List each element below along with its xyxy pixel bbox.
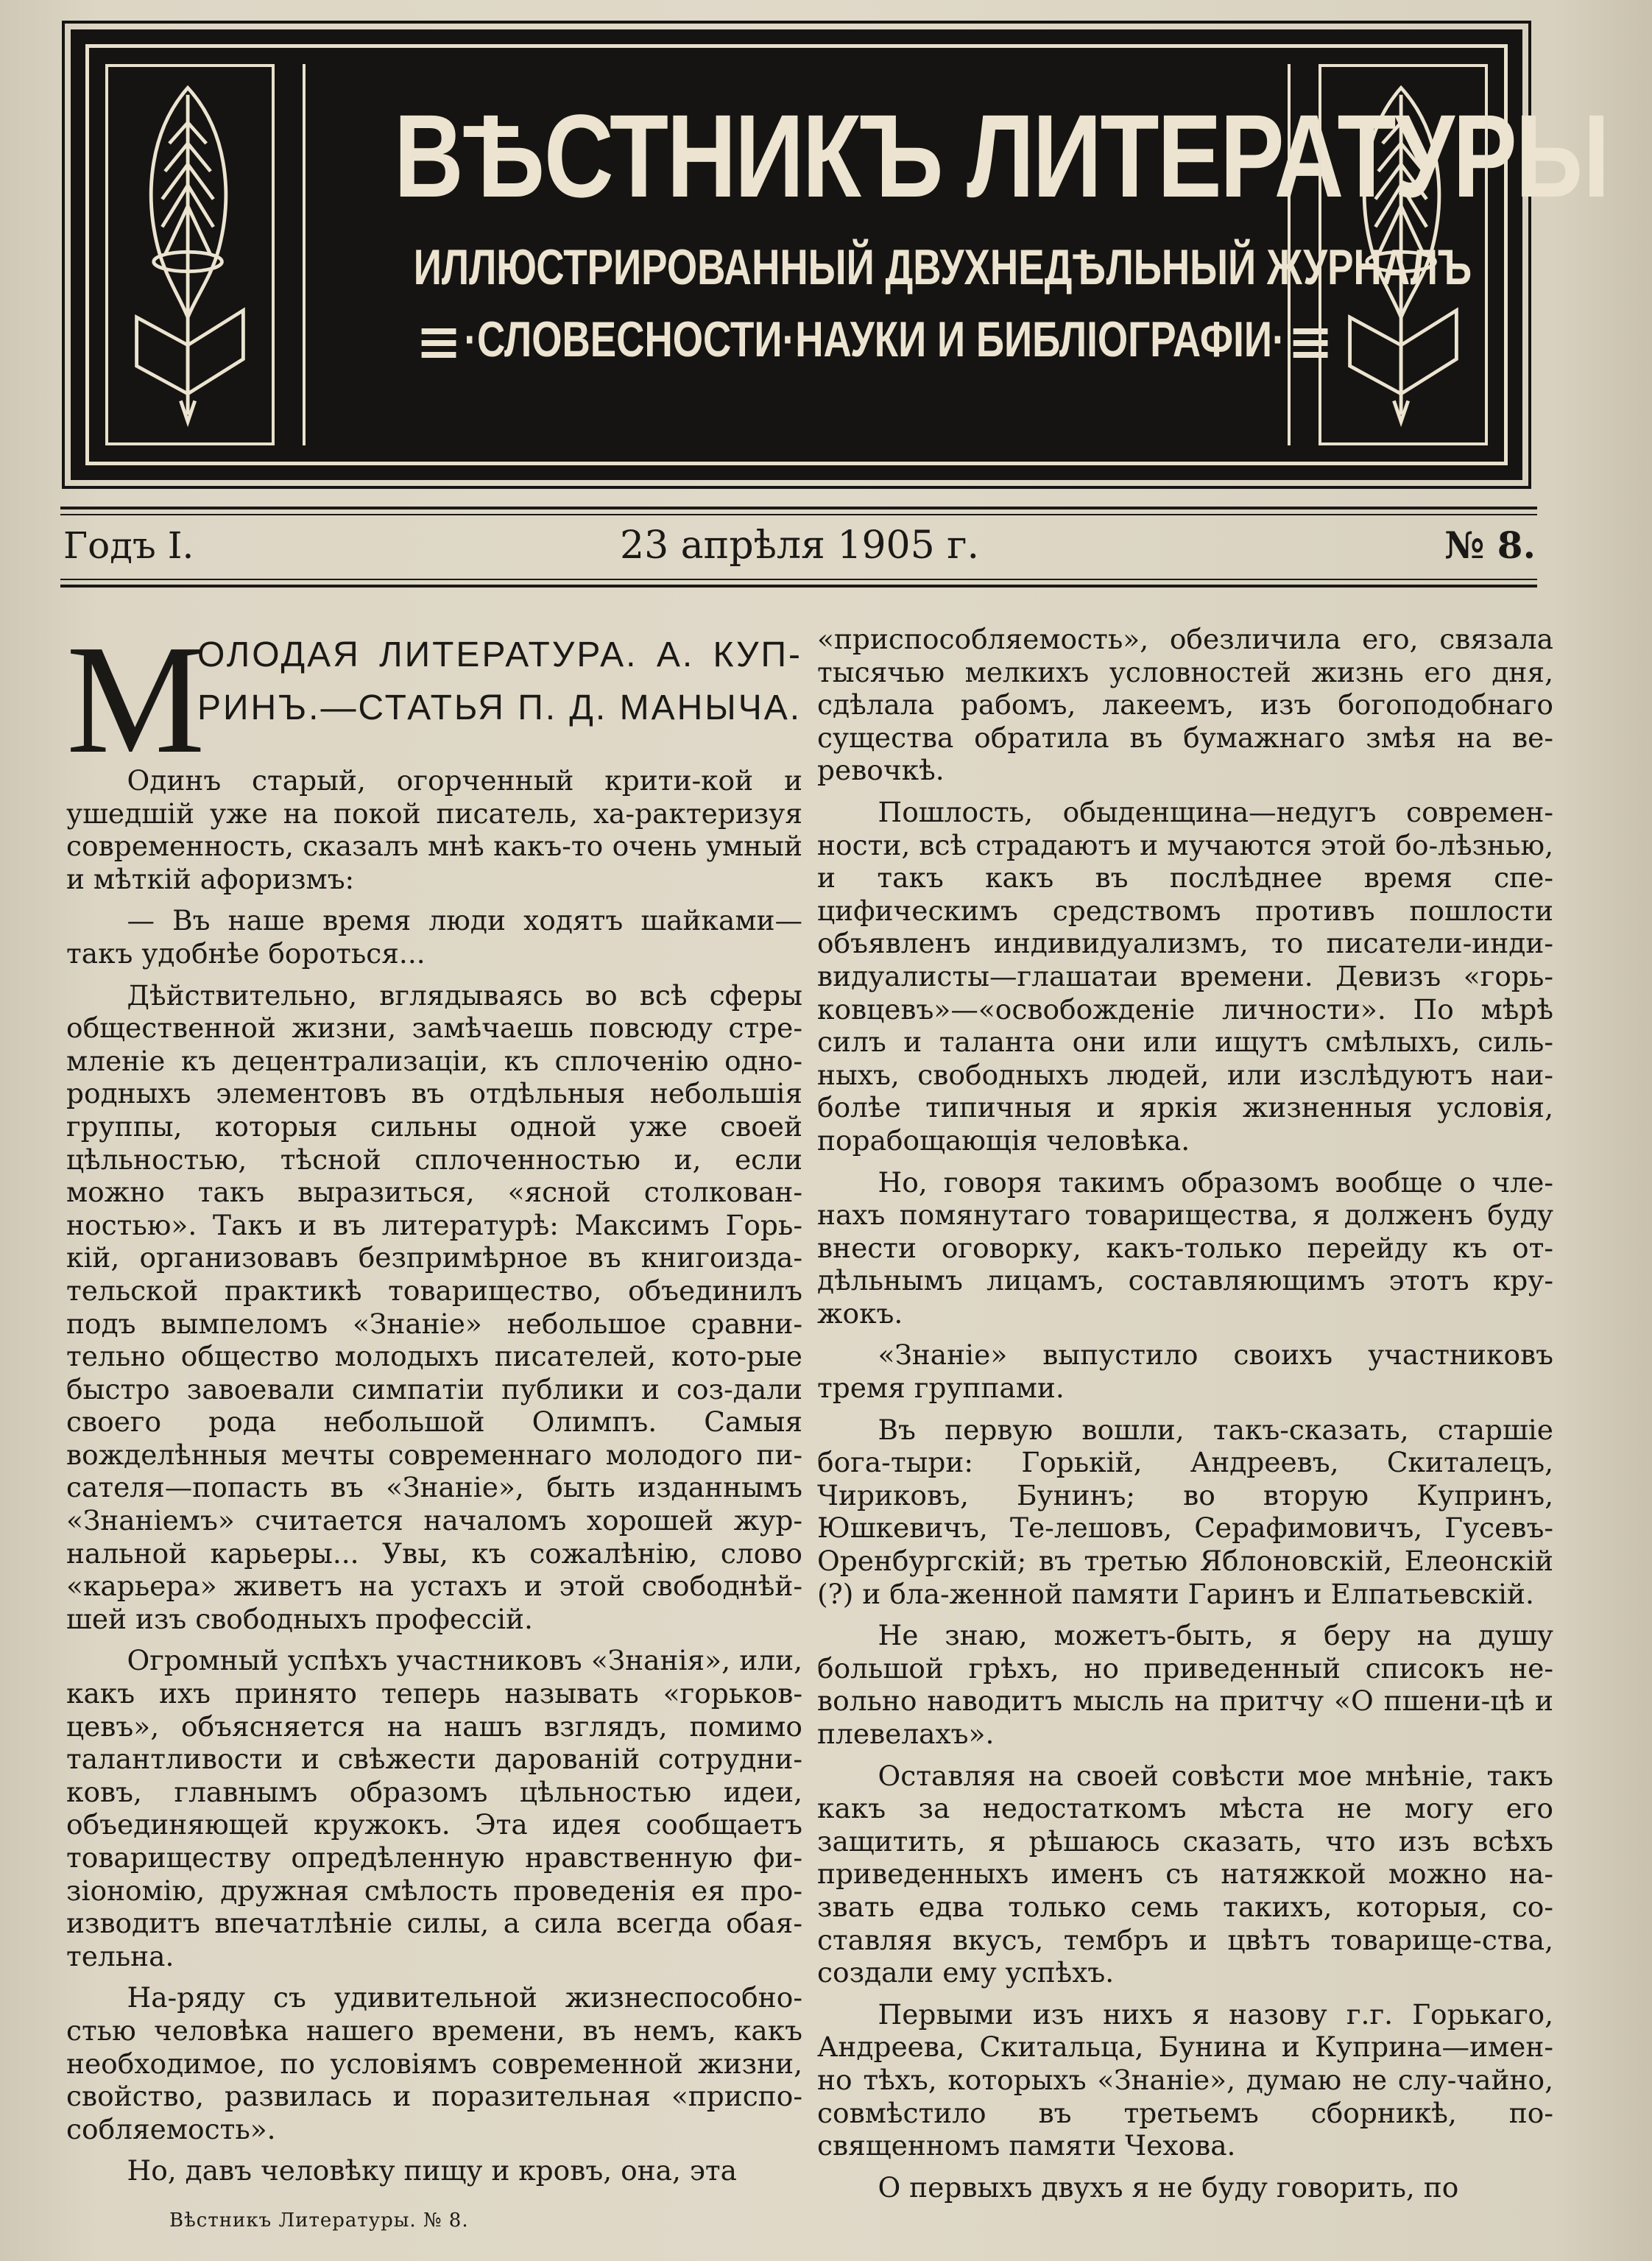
drop-cap: М (66, 613, 205, 786)
paragraph: «Знаніе» выпустило своихъ участниковъ тремя группами. (817, 1338, 1553, 1405)
issue-date: 23 апрѣля 1905 г. (619, 523, 979, 568)
ornament-bars-icon (422, 328, 456, 358)
paragraph: «приспособляемость», обезличила его, связала тысячью мелкихъ условностей жизнь его дня, сдѣлала рабомъ, лакеемъ, изъ богоподобнаго существа обратила въ бумажнаго змѣя на ве-ревочкѣ. (817, 623, 1553, 787)
paragraph: Первыми изъ нихъ я назову г.г. Горькаго, Андреева, Скитальца, Бунина и Куприна—имен-но тѣхъ, которыхъ «Знаніе», думаю не слу-чайно, совмѣстило въ третьемъ сборникѣ, по-священномъ памяти Чехова. (817, 1997, 1553, 2162)
masthead-frame (85, 44, 1609, 465)
paragraph: На-ряду съ удивительной жизнеспособно-стью человѣка нашего времени, въ немъ, какъ необходимое, по условіямъ современной жизни, свойство, развилась и поразительная «приспо-собляемость». (66, 1981, 802, 2145)
rule-top-thin (60, 514, 1537, 515)
article-headline (66, 613, 802, 786)
column-right (817, 623, 1553, 2204)
title-area (303, 64, 1609, 445)
paragraph: Огромный успѣхъ участниковъ «Знанія», или, какъ ихъ принято теперь называть «горьков-цевъ», объясняется на нашъ взглядъ, помимо талантливости и свѣжести дарованій сотрудни-ковъ, главнымъ образомъ цѣльностью идеи, объединяющей кружокъ. Эта идея сообщаетъ товариществу опредѣленную нравственную фи-зіономію, дружная смѣлость проведенія ея про-изводитъ впечатлѣніе силы, а сила всегда обая-тельна. (66, 1644, 802, 1972)
paragraph: О первыхъ двухъ я не буду говорить, по (878, 2170, 1459, 2204)
quill-book-icon (105, 64, 275, 445)
issue-year: Годъ I. (63, 524, 194, 567)
paragraph: Въ первую вошли, такъ-сказать, старшіе бога-тыри: Горькій, Андреевъ, Скиталецъ, Чириковъ, Бунинъ; во вторую Купринъ, Юшкевичъ, Те-лешовъ, Серафимовичъ, Гусевъ-Оренбургскій; въ третью Яблоновскій, Елеонскій (?) и бла-женной памяти Гаринъ и Елпатьевскій. (817, 1413, 1553, 1610)
paragraph: Пошлость, обыденщина—недугъ современ-ности, всѣ страдаютъ и мучаются этой бо-лѣзнью, и такъ какъ въ послѣднее время спе-цифическимъ средствомъ противъ пошлости объявленъ индивидуализмъ, то писатели-инди-видуалисты—глашатаи времени. Девизъ «горь-ковцевъ»—«освобожденіе личности». По мѣрѣ силъ и таланта они или ищутъ смѣлыхъ, силь-ныхъ, свободныхъ людей, или изслѣдуютъ наи-болѣе типичныя и яркія жизненныя условія, порабощающія человѣка. (817, 795, 1553, 1157)
masthead (71, 29, 1609, 480)
paragraph: Но, давъ человѣку пищу и кровъ, она, эта (127, 2154, 737, 2187)
paragraph: Дѣйствительно, вглядываясь во всѣ сферы общественной жизни, замѣчаешь повсюду стре-мленіе къ децентрализаціи, къ сплоченію одно-родныхъ элементовъ въ отдѣльныя небольшія группы, которыя сильны одной уже своей цѣльностью, тѣсной сплоченностью и, если можно такъ выразиться, «ясной столкован-ностью». Такъ и въ литературѣ: Максимъ Горь-кій, организовавъ безпримѣрное въ книгоизда-тельской практикѣ товарищество, объединилъ подъ вымпеломъ «Знаніе» небольшое сравни-тельно общество молодыхъ писателей, кото-рые быстро завоевали симпатіи публики и соз-дали своего рода небольшой Олимпъ. Самыя вожделѣнныя мечты современнаго молодого пи-сателя—попасть въ «Знаніе», быть изданнымъ «Знаніемъ» считается началомъ хорошей жур-нальной карьеры... Увы, къ сожалѣнію, слово «карьера» живетъ на устахъ и этой свободнѣй-шей изъ свободныхъ профессій. (66, 978, 802, 1635)
rule-bottom-thin (60, 579, 1537, 580)
quill-book-icon (1319, 64, 1488, 445)
journal-subtitle-2-text: ·СЛОВЕСНОСТИ·НАУКИ И БИБЛІОГРАФІИ· (464, 311, 1285, 367)
rule-top (60, 507, 1537, 509)
headline-text: ОЛОДАЯ ЛИТЕРАТУРА. А. КУП-РИНЪ.—СТАТЬЯ П. Д. МАНЫЧА. (197, 635, 802, 727)
journal-subtitle-2 (414, 304, 1285, 375)
left-paragraphs (66, 764, 802, 2187)
paragraph: Оставляя на своей совѣсти мое мнѣніе, такъ какъ за недостаткомъ мѣста не могу его защитить, я рѣшаюсь сказать, что изъ всѣхъ приведенныхъ именъ съ натяжкой можно на-звать едва только семь такихъ, которыя, со-ставляя вкусъ, тембръ и цвѣтъ товарище-ства, создали ему успѣхъ. (817, 1759, 1553, 1989)
page-footer: Вѣстникъ Литературы. № 8. (169, 2209, 469, 2232)
paragraph: Одинъ старый, огорченный крити-кой и ушедшій уже на покой писатель, ха-рактеризуя современность, сказалъ мнѣ какъ-то очень умный и мѣткій афоризмъ: (66, 764, 802, 895)
right-paragraphs (817, 623, 1553, 2204)
paragraph: Но, говоря такимъ образомъ вообще о чле-нахъ помянутаго товарищества, я долженъ буду внести оговорку, какъ-только перейду къ от-дѣльнымъ лицамъ, составляющимъ этотъ кру-жокъ. (817, 1165, 1553, 1330)
paragraph: — Въ наше время люди ходятъ шайками— такъ удобнѣе бороться... (66, 904, 802, 970)
rule-bottom (60, 585, 1537, 588)
paragraph: Не знаю, можетъ-быть, я беру на душу большой грѣхъ, но приведенный списокъ не-вольно наводитъ мысль на притчу «О пшени-цѣ и плевелахъ». (817, 1619, 1553, 1750)
journal-subtitle: ИЛЛЮСТРИРОВАННЫЙ ДВУХНЕДѢЛЬНЫЙ ЖУРНАЛЪ (413, 239, 1472, 295)
issue-line (63, 520, 1536, 571)
issue-number: № 8. (1444, 523, 1536, 567)
column-left (66, 613, 802, 2187)
journal-title: ВѢСТНИКЪ ЛИТЕРАТУРЫ (394, 90, 1609, 222)
